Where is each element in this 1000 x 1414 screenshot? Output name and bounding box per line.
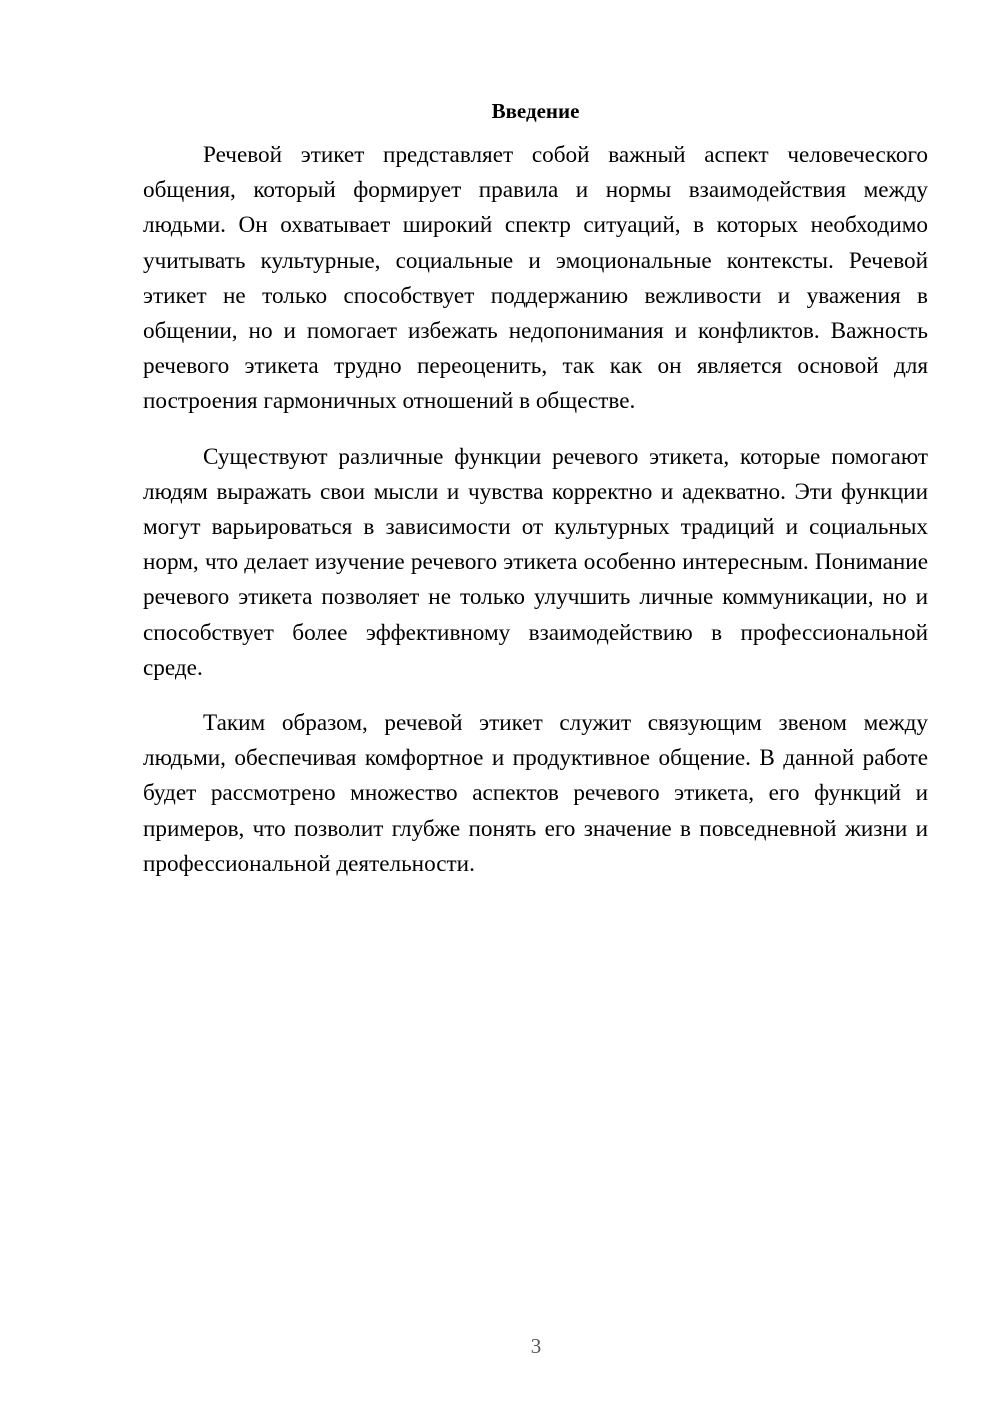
page-content (143, 98, 928, 902)
page-number: 3 (530, 1334, 542, 1358)
paragraph-3: Таким образом, речевой этикет служит связующим звеном между людьми, обеспечивая комфортное и продуктивное общение. В данной работе будет рассмотрено множество аспектов речевого этикета, его функций и примеров, что позволит глубже понять его значение в повседневной жизни и профессиональной деятельности. (143, 710, 928, 877)
paragraph-1: Речевой этикет представляет собой важный аспект человеческого общения, который формирует правила и нормы взаимодействия между людьми. Он охватывает широкий спектр ситуаций, в которых необходимо учитывать культурные, социальные и эмоциональные контексты. Речевой этикет не только способствует поддержанию вежливости и уважения в общении, но и помогает избежать недопонимания и конфликтов. Важность речевого этикета трудно переоценить, так как он является основой для построения гармоничных отношений в обществе. (143, 142, 928, 415)
section-title: Введение (491, 99, 580, 123)
paragraph-2: Существуют различные функции речевого этикета, которые помогают людям выражать свои мысли и чувства корректно и адекватно. Эти функции могут варьироваться в зависимости от культурных традиций и социальных норм, что делает изучение речевого этикета особенно интересным. Понимание речевого этикета позволяет не только улучшить личные коммуникации, но и способствует более эффективному взаимодействию в профессиональной среде. (143, 443, 928, 681)
